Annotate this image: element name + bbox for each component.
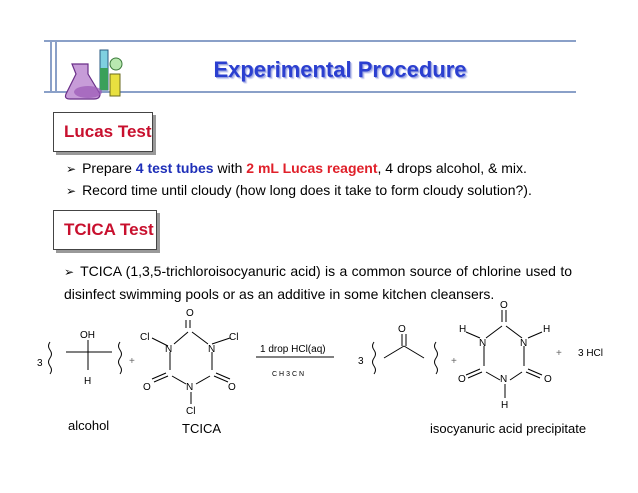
coef-hcl: 3 HCl bbox=[578, 348, 604, 359]
wavy-bond bbox=[49, 342, 52, 374]
tcica-description-text: TCICA (1,3,5-trichloroisocyanuric acid) is a common source of chlorine used to disinfect swimming pools or as an additive in some kitchen cleansers. bbox=[64, 263, 572, 302]
tcica-cl-2: Cl bbox=[229, 332, 239, 343]
alcohol-h: H bbox=[84, 376, 92, 387]
bullet1-mid: with bbox=[213, 160, 247, 176]
iso-h-2: H bbox=[543, 324, 551, 335]
wavy-bond bbox=[373, 342, 376, 374]
tcica-test-heading bbox=[53, 210, 157, 250]
plus-2: + bbox=[451, 356, 457, 367]
lucas-bullet-2 bbox=[66, 181, 532, 201]
lucas-test-heading bbox=[53, 112, 153, 152]
bullet2-text: Record time until cloudy (how long does it take to form cloudy solution?). bbox=[82, 182, 532, 198]
bullet-arrow-icon: ➢ bbox=[66, 162, 77, 176]
bullet1-suffix: , 4 drops alcohol, & mix. bbox=[377, 160, 527, 176]
plus-1: + bbox=[129, 356, 135, 367]
wavy-bond bbox=[119, 342, 122, 374]
tcica-o-right: O bbox=[228, 382, 236, 393]
tcica-n-3: N bbox=[186, 382, 194, 393]
label-alcohol: alcohol bbox=[68, 418, 110, 433]
tcica-o-left: O bbox=[143, 382, 151, 393]
left-divider-1 bbox=[50, 40, 52, 92]
coef-mid: 3 bbox=[358, 356, 364, 367]
arrow-top-label: 1 drop HCl(aq) bbox=[260, 344, 326, 355]
acetone-o: O bbox=[398, 324, 406, 335]
iso-o-top: O bbox=[500, 300, 508, 311]
label-tcica: TCICA bbox=[182, 421, 221, 436]
alcohol-oh: OH bbox=[80, 330, 95, 341]
bullet1-highlight-reagent: 2 mL Lucas reagent bbox=[246, 160, 378, 176]
bullet1-highlight-tubes: 4 test tubes bbox=[135, 160, 214, 176]
lucas-bullet-1 bbox=[66, 159, 527, 179]
tcica-n-2: N bbox=[208, 344, 216, 355]
top-divider bbox=[44, 40, 576, 42]
lucas-test-heading-text: Lucas Test bbox=[64, 122, 152, 141]
left-divider-2 bbox=[55, 40, 57, 92]
tcica-test-heading-text: TCICA Test bbox=[64, 220, 154, 239]
iso-h-3: H bbox=[501, 400, 509, 411]
iso-n-2: N bbox=[520, 338, 528, 349]
lab-glassware-icon bbox=[60, 44, 128, 102]
arrow-bottom-label: CH3CN bbox=[272, 371, 307, 378]
bullet-arrow-icon: ➢ bbox=[64, 265, 75, 279]
iso-h-1: H bbox=[459, 324, 467, 335]
iso-o-right: O bbox=[544, 374, 552, 385]
wavy-bond bbox=[435, 342, 438, 374]
page-title: Experimental Procedure bbox=[213, 57, 467, 82]
tcica-description bbox=[64, 260, 572, 305]
iso-n-1: N bbox=[479, 338, 487, 349]
iso-n-3: N bbox=[500, 374, 508, 385]
bullet-arrow-icon: ➢ bbox=[66, 184, 77, 198]
bullet1-prefix: Prepare bbox=[82, 160, 136, 176]
tcica-o-top: O bbox=[186, 308, 194, 319]
tcica-n-1: N bbox=[165, 344, 173, 355]
label-product: isocyanuric acid precipitate bbox=[430, 421, 587, 436]
tcica-cl-1: Cl bbox=[140, 332, 150, 343]
iso-o-left: O bbox=[458, 374, 466, 385]
tcica-cl-3: Cl bbox=[186, 406, 196, 417]
plus-3: + bbox=[556, 348, 562, 359]
coef-left: 3 bbox=[37, 358, 43, 369]
